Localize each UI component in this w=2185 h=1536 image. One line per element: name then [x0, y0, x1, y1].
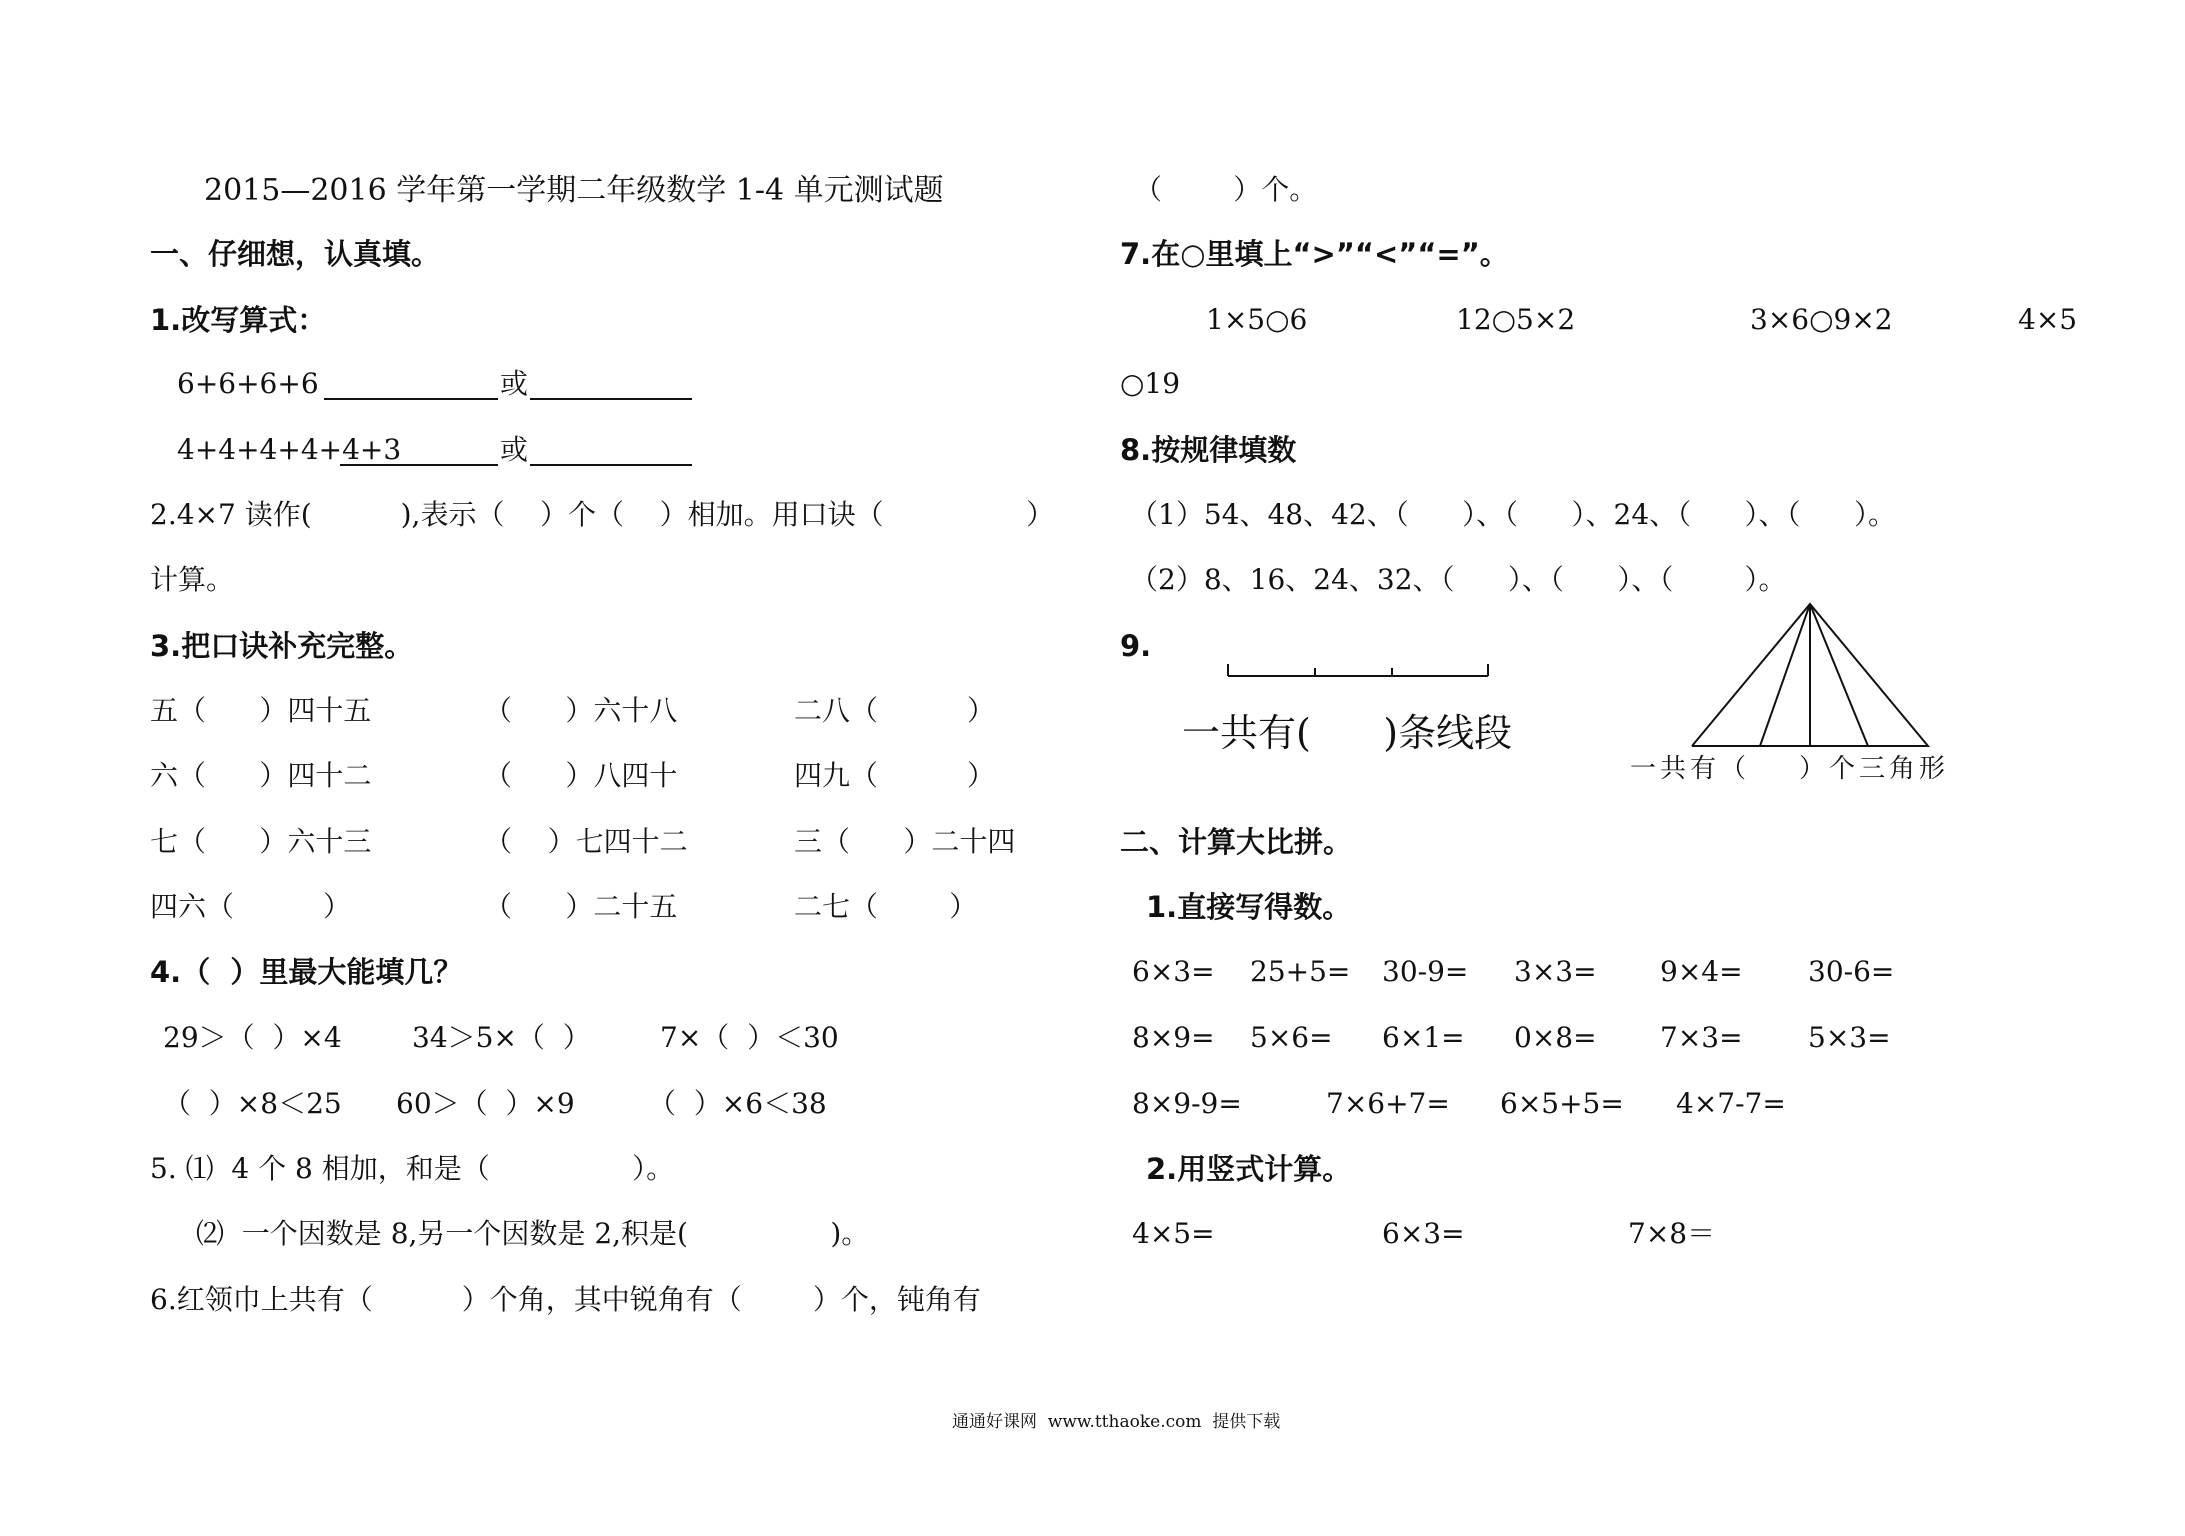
q4-item: （ ）×8＜25	[163, 1087, 342, 1120]
answer-blank[interactable]	[340, 438, 498, 466]
footer-credit: 通通好课网 www.tthaoke.com 提供下载	[952, 1412, 1281, 1432]
q9-heading: 9.	[1120, 629, 1152, 663]
q4-heading: 4.（ ）里最大能填几？	[150, 955, 463, 989]
answer-blank[interactable]	[530, 438, 692, 466]
calc-item: 30-6=	[1808, 955, 1895, 988]
calc2-heading: 2.用竖式计算。	[1146, 1152, 1352, 1186]
q8-row-1: （1）54、48、42、（ ）、（ ）、24、（ ）、（ ）。	[1130, 498, 1896, 531]
triangle-caption: 一共有（ ）个三角形	[1630, 754, 1950, 784]
or-label: 或	[500, 433, 529, 466]
q6-continuation: （ ）个。	[1134, 173, 1318, 206]
calc1-heading: 1.直接写得数。	[1146, 890, 1352, 924]
q7-heading: 7.在○里填上“>”“<”“=”。	[1120, 237, 1509, 271]
q3-item: 六（ ）四十二	[150, 759, 372, 792]
q5-part-2: ⑵ 一个因数是 8,另一个因数是 2,积是( )。	[196, 1217, 870, 1250]
q7-wrap: ○19	[1120, 367, 1181, 400]
calc-item: 4×7-7=	[1676, 1087, 1786, 1120]
calc-item: 25+5=	[1250, 955, 1351, 988]
q1-expression-2: 4+4+4+4+4+3	[177, 433, 402, 466]
calc-item: 8×9-9=	[1132, 1087, 1242, 1120]
calc-item: 6×3=	[1382, 1217, 1465, 1250]
calc-item: 6×5+5=	[1500, 1087, 1624, 1120]
q5-part-1: 5. ⑴ 4 个 8 相加，和是（ ）。	[150, 1152, 675, 1185]
q7-item: 12○5×2	[1456, 303, 1576, 336]
triangle-figure	[1680, 596, 2020, 756]
q4-item: 7×（ ）＜30	[660, 1021, 839, 1054]
q8-heading: 8.按规律填数	[1120, 433, 1297, 467]
q3-item: 二八（ ）	[794, 694, 996, 727]
answer-blank[interactable]	[530, 372, 692, 400]
calc-item: 3×3=	[1514, 955, 1597, 988]
q3-item: 二七（ ）	[794, 890, 978, 923]
calc-item: 6×3=	[1132, 955, 1215, 988]
answer-blank[interactable]	[324, 372, 498, 400]
q3-item: 三（ ）二十四	[794, 825, 1016, 858]
line-segment-figure	[1220, 660, 1500, 700]
q7-item: 4×5	[2018, 303, 2078, 336]
calc-item: 7×3=	[1660, 1021, 1743, 1054]
q2-line-1: 2.4×7 读作( ),表示（ ）个（ ）相加。用口诀（ ）	[150, 498, 1055, 531]
triangle-inner-line	[1760, 604, 1810, 746]
calc-item: 9×4=	[1660, 955, 1743, 988]
q4-item: 34＞5×（ ）	[412, 1021, 591, 1054]
q3-item: 五（ ）四十五	[150, 694, 372, 727]
calc-item: 7×6+7=	[1326, 1087, 1450, 1120]
q3-item: 四九（ ）	[794, 759, 996, 792]
triangle-inner-line	[1810, 604, 1868, 746]
q4-item: 29＞（ ）×4	[163, 1021, 342, 1054]
q3-item: （ ）七四十二	[484, 825, 688, 858]
page-title: 2015—2016 学年第一学期二年级数学 1-4 单元测试题	[204, 173, 944, 208]
section2-heading: 二、计算大比拼。	[1120, 825, 1353, 859]
q8-row-2: （2）8、16、24、32、（ ）、（ ）、（ ）。	[1130, 563, 1787, 596]
calc-item: 5×6=	[1250, 1021, 1333, 1054]
q3-item: 七（ ）六十三	[150, 825, 372, 858]
calc-item: 30-9=	[1382, 955, 1469, 988]
q3-item: （ ）六十八	[484, 694, 678, 727]
calc-item: 8×9=	[1132, 1021, 1215, 1054]
q6-text: 6.红领巾上共有（ ）个角，其中锐角有（ ）个，钝角有	[150, 1283, 981, 1316]
q3-item: （ ）二十五	[484, 890, 678, 923]
q4-item: （ ）×6＜38	[648, 1087, 827, 1120]
q1-expression-1: 6+6+6+6	[177, 367, 319, 400]
segment-caption: 一共有( )条线段	[1182, 711, 1513, 755]
q2-line-2: 计算。	[150, 563, 235, 596]
q3-heading: 3.把口诀补充完整。	[150, 629, 414, 663]
q7-item: 3×6○9×2	[1750, 303, 1893, 336]
q3-item: 四六（ ）	[150, 890, 352, 923]
calc-item: 5×3=	[1808, 1021, 1891, 1054]
section1-heading: 一、仔细想，认真填。	[150, 237, 441, 271]
calc-item: 7×8＝	[1628, 1217, 1716, 1250]
or-label: 或	[500, 367, 529, 400]
calc-item: 4×5=	[1132, 1217, 1215, 1250]
q7-item: 1×5○6	[1206, 303, 1308, 336]
q3-item: （ ）八四十	[484, 759, 678, 792]
q1-heading: 1.改写算式：	[150, 303, 327, 337]
q4-item: 60＞（ ）×9	[396, 1087, 575, 1120]
calc-item: 6×1=	[1382, 1021, 1465, 1054]
calc-item: 0×8=	[1514, 1021, 1597, 1054]
